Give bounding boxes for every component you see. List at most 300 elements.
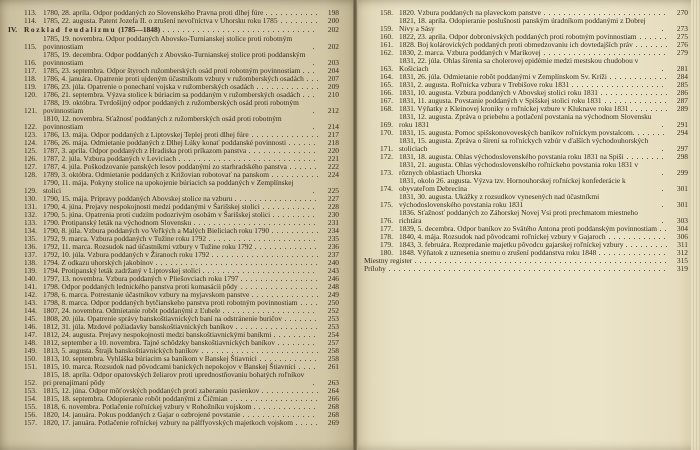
page-number: 276 — [676, 40, 688, 49]
entry-number: 135. — [24, 234, 37, 243]
toc-entry — [364, 161, 688, 177]
entry-title: 1831. Výňatky z Kleinovej kroniky o roľníckej vzbure v Kluknave roku 1831 — [399, 104, 629, 113]
toc-left-column — [0, 0, 353, 427]
entry-number: 133. — [24, 218, 37, 227]
page-number: 236 — [327, 242, 339, 251]
leader-dots — [243, 416, 318, 417]
page-number: 227 — [327, 194, 339, 203]
page-number: 298 — [676, 152, 688, 161]
leader-dots — [266, 14, 318, 15]
page-number: 231 — [327, 218, 339, 227]
entry-number: 123. — [24, 130, 37, 139]
entry-number: 118. — [24, 74, 37, 83]
leader-dots — [662, 190, 667, 191]
leader-dots — [179, 160, 318, 161]
leader-dots — [662, 30, 667, 31]
entry-title: 1788, 19. októbra. Tvrdošijný odpor poddaných z ružomberských osád proti robotným povinnostiam — [43, 98, 299, 115]
entry-number: 126. — [24, 154, 37, 163]
entry-number: 175. — [380, 200, 393, 209]
entry-title: 1807, 24. novembra. Odmietanie robôt poddanými z Ľubele — [43, 306, 221, 315]
entry-title: 1831, 15. augusta. Zpráva o šírení sa roľníckych vzbúr v ďalších východouhorských stoliciach — [399, 136, 649, 153]
entry-number: 153. — [24, 386, 37, 395]
entry-number: 136. — [24, 242, 37, 251]
page-number: 269 — [327, 418, 339, 427]
entry-number: 165. — [380, 80, 393, 89]
entry-number: 128. — [24, 170, 37, 179]
page-number: 237 — [327, 250, 339, 259]
entry-title: 1831, 12. augusta. Zpráva o priebehu a potlačení povstania na východnom Slovensku roku 1831 — [399, 112, 652, 129]
page-number: 268 — [327, 402, 339, 411]
entry-title: 1794. Protipanský leták zadržaný v Liptovskej stolici — [43, 266, 201, 275]
entry-title: 1828. Boj kolárovických poddaných proti obmedzovaniu ich dovtedajších práv — [399, 40, 633, 49]
entry-title: 1831, 30. augusta. Ukážky z rozsudkov vynesených nad účastníkmi východoslovenského povstania roku 1831 — [399, 192, 600, 209]
entry-number: 131. — [24, 202, 37, 211]
leader-dots — [303, 72, 318, 73]
entry-title: 1789, 3. októbra. Odmietanie poddaných z Križovian robotovať na panskom — [43, 170, 270, 179]
entry-title: 1792, 10. júla. Vzbura poddaných v Žiranoch roku 1792 — [43, 250, 210, 259]
leader-dots — [249, 152, 318, 153]
entry-title: 1786, 23. júla. Opatrenie o ponechaní vojska v ružomberských osadách — [43, 82, 254, 91]
entry-title: 1820, 14. januára. Pokus poddaných z Gajar o ozbrojené povstanie — [43, 410, 241, 419]
leader-dots — [610, 78, 667, 79]
page-number: 275 — [676, 32, 688, 41]
entry-title: 1790, 11. mája. Pokyny stolice na upokojenie búriacich sa poddaných v Zemplínskej stolici — [43, 178, 294, 195]
toc-entry — [364, 177, 688, 193]
entry-title: 1836. Sťažnosť poddaných zo Záhorskej Novej Vsi proti prechmatom miestneho richtára — [399, 208, 638, 225]
page-number: 243 — [327, 266, 339, 275]
entry-title: 1839, 5. decembra. Odpor baníkov zo Svätého Antona proti poddanským povinnostiam — [399, 224, 658, 233]
leader-dots — [254, 408, 318, 409]
leader-dots — [272, 176, 318, 177]
entry-number: 122. — [24, 122, 37, 131]
page-number: 311 — [677, 240, 688, 249]
page-number: 284 — [676, 72, 688, 81]
leader-dots — [662, 222, 667, 223]
entry-number: 168. — [380, 104, 393, 113]
page-number: 224 — [327, 170, 339, 179]
entry-number: 119. — [24, 82, 37, 91]
page-number: 312 — [676, 248, 688, 257]
entry-number: 157. — [24, 418, 37, 427]
page-number: 286 — [676, 88, 688, 97]
toc-entry — [364, 193, 688, 209]
right-page — [358, 0, 700, 450]
entry-title: 1831, 26. júla. Odmietanie robôt poddanými v Zemplínskom Sv. Kríži — [399, 72, 607, 81]
entry-title: 1794. Z odkazu uhorských jakobínov — [43, 258, 154, 267]
page-number: 319 — [676, 264, 688, 273]
leader-dots — [273, 216, 318, 217]
entry-title: 1815, 18. apríla. Odpor opatovských želiarov proti uprednostňovaniu bohatých roľníkov pri prenajímaní pôdy — [43, 370, 305, 387]
page-number: 228 — [327, 202, 339, 211]
page-number: 291 — [676, 120, 688, 129]
entry-title: 1815, 18. septembra. Odopieranie robôt poddanými z Čičmian — [43, 394, 228, 403]
leader-dots — [260, 360, 318, 361]
entry-title: Prílohy — [364, 264, 386, 273]
entry-title: Miestny register — [364, 256, 413, 265]
entry-title: 1786, 4. januára. Opatrenie proti ujdeným účastníkom vzbury v ružomberských osadách — [43, 74, 304, 83]
entry-title: 1813, 10. septembra. Vyhláška búriacim sa baníkom v Banskej Štiavnici — [43, 354, 257, 363]
leader-dots — [156, 264, 318, 265]
entry-number: 132. — [24, 210, 37, 219]
page-number: 294 — [676, 128, 688, 137]
leader-dots — [638, 134, 667, 135]
page-number: 202 — [327, 25, 339, 34]
page-number: 253 — [327, 322, 339, 331]
entry-number: 113. — [24, 8, 37, 17]
page-number: 299 — [676, 168, 688, 177]
entry-number: 163. — [380, 64, 393, 73]
leader-dots — [231, 400, 318, 401]
entry-title: 1818, 6. novembra. Potlačenie roľníckej vzbury v Rohožníku vojskom — [43, 402, 252, 411]
entry-title: 1831, 2. augusta. Roľnícka vzbura v Trebišove roku 1831 — [399, 80, 570, 89]
entry-title: 1787, 2. júla. Vzbura poddaných v Leviciach — [43, 154, 177, 163]
entry-number: 155. — [24, 402, 37, 411]
entry-title: 1808, 20. júla. Opatrenie správy banskoštiavnických baní na odstránenie buričov — [43, 314, 282, 323]
toc-entry — [364, 265, 688, 273]
entry-number: 137. — [24, 250, 37, 259]
page-number: 258 — [327, 354, 339, 363]
entry-number: 167. — [380, 96, 393, 105]
page-fore-edge — [691, 0, 700, 450]
entry-number: 150. — [24, 354, 37, 363]
toc-entry — [364, 257, 688, 265]
entry-title-suffix: (1785—1848) — [118, 25, 161, 34]
leader-dots — [255, 248, 318, 249]
entry-number: IV. — [8, 25, 18, 34]
entry-title: 1843, 3. februára. Rozpredanie majetku pôvodcu gajarskej roľníckej vzbury — [399, 240, 624, 249]
entry-number: 149. — [24, 346, 37, 355]
page-number: 297 — [676, 144, 688, 153]
entry-title: 1790. Protipanský leták na východnom Slovensku — [43, 218, 192, 227]
leader-dots — [203, 272, 318, 273]
toc-entry — [8, 99, 339, 115]
entry-title: 1822, 23. apríla. Odpor dobronivských poddaných proti robotným povinnostiam — [399, 32, 637, 41]
leader-dots — [289, 144, 318, 145]
page-number: 261 — [327, 362, 339, 371]
leader-dots — [299, 368, 318, 369]
entry-title: 1831, 22. júla. Ohlas šírenia sa cholerovej epidémie medzi mestskou chudobou v Košiciach — [399, 56, 639, 73]
page-number: 207 — [327, 74, 339, 83]
leader-dots — [662, 70, 667, 71]
page-number: 253 — [327, 314, 339, 323]
page-number: 249 — [327, 290, 339, 299]
leader-dots — [544, 14, 667, 15]
entry-title: 1798. Odpor poddaných lednického panstva proti komasácii pôdy — [43, 282, 238, 291]
page-number: 301 — [676, 184, 688, 193]
leader-dots — [662, 150, 667, 151]
page-number: 248 — [327, 282, 339, 291]
section-heading — [8, 26, 339, 34]
entry-title: 1820, 17. januára. Potlačenie roľníckej vzbury na pálffyovských majetkoch vojskom — [43, 418, 293, 427]
page-number: 222 — [327, 162, 339, 171]
entry-title: 1790, 15. mája. Prípravy poddaných Abovskej stolice na vzburu — [43, 194, 233, 203]
entry-title: Rozklad feudalizmu — [24, 25, 117, 34]
leader-dots — [241, 288, 318, 289]
toc-entry — [364, 113, 688, 129]
page-number: 235 — [327, 234, 339, 243]
page-number: 263 — [327, 378, 339, 387]
leader-dots — [236, 328, 318, 329]
page-number: 304 — [676, 224, 688, 233]
page-number: 266 — [327, 394, 339, 403]
page-number: 225 — [327, 186, 339, 195]
entry-number: 140. — [24, 274, 37, 283]
entry-title: 1798, 8. marca. Odpor poddaných bytčianskeho panstva proti robotným povinnostiam — [43, 298, 298, 307]
toc-entry — [364, 17, 688, 33]
page-number: 252 — [327, 306, 339, 315]
entry-number: 115. — [24, 42, 37, 51]
leader-dots — [415, 262, 667, 263]
entry-number: 170. — [380, 128, 393, 137]
entry-title: 1785, 23. septembra. Odpor štyroch ružomberských osád proti robotným povinnostiam — [43, 66, 301, 75]
page-number: 240 — [327, 258, 339, 267]
leader-dots — [631, 110, 667, 111]
page-number: 258 — [327, 346, 339, 355]
entry-number: 120. — [24, 90, 37, 99]
entry-title: 1815, 12. júna. Odpor môťovských poddaných proti zaberaniu pasienkov — [43, 386, 260, 395]
leader-dots — [636, 46, 667, 47]
page-number: 203 — [327, 58, 339, 67]
entry-number: 141. — [24, 282, 37, 291]
leader-dots — [202, 352, 318, 353]
entry-title: 1848. Výňatok z uznesenia snemu o zrušení poddanstva roku 1848 — [399, 248, 597, 257]
entry-number: 174. — [380, 184, 393, 193]
leader-dots — [313, 128, 318, 129]
leader-dots — [163, 31, 318, 32]
page-number: 218 — [327, 138, 339, 147]
entry-title: 1810, 12. novembra. Sťažnosť poddaných z ružomberských osád proti robotným povinnostiam — [43, 114, 282, 131]
leader-dots — [274, 336, 318, 337]
entry-number: 142. — [24, 290, 37, 299]
leader-dots — [290, 168, 318, 169]
leader-dots — [223, 312, 318, 313]
entry-title: 1840, 4. mája. Rozsudok nad pôvodcami roľníckej vzbury v Gajaroch — [399, 232, 606, 241]
leader-dots — [626, 246, 667, 247]
entry-number: 180. — [380, 248, 393, 257]
page-number: 204 — [327, 66, 339, 75]
entry-title: 1780, 28. apríla. Odpor poddaných zo Slovenského Pravna proti dlhej fúre — [43, 8, 264, 17]
leader-dots — [301, 304, 318, 305]
entry-title: 1785, 19. novembra. Odpor poddaných Abovsko-Turnianskej stolice proti robotným povinnostiam — [43, 34, 293, 51]
entry-number: 121. — [24, 106, 37, 115]
entry-number: 117. — [24, 66, 37, 75]
toc-right-column — [358, 0, 700, 273]
entry-title: 1797, 13. novembra. Vzbura poddaných v Pliešovciach roku 1797 — [43, 274, 239, 283]
leader-dots — [544, 54, 667, 55]
toc-entry — [8, 371, 339, 387]
leader-dots — [572, 86, 667, 87]
page-number: 303 — [676, 216, 688, 225]
entry-number: 152. — [24, 378, 37, 387]
entry-title: 1786, 26. mája. Odmietanie poddaných z Dlhej Lúky konať poddanské povinnosti — [43, 138, 287, 147]
toc-entry — [364, 209, 688, 225]
entry-number: 134. — [24, 226, 37, 235]
page-number: 287 — [676, 96, 688, 105]
page-number: 250 — [327, 298, 339, 307]
entry-title: 1831, 15. augusta. Pomoc spišskonovoveských baníkov roľníckym povstalcom. — [399, 128, 635, 137]
entry-title: 1831, okolo 26. augusta. Výzva tzv. Hornouhorskej roľníckej konfederácie k obyvateľom Debrecína — [399, 176, 626, 193]
leader-dots — [194, 224, 318, 225]
page-number: 200 — [327, 16, 339, 25]
entry-number: 147. — [24, 330, 37, 339]
toc-entry — [364, 137, 688, 153]
entry-number: 173. — [380, 168, 393, 177]
entry-number: 146. — [24, 322, 37, 331]
leader-dots — [313, 48, 318, 49]
entry-title: 1831, 21. augusta. Ohlas východoslovenského roľníckeho povstania roku 1831 v rôznych oblastiach Uhorska — [399, 160, 639, 177]
entry-number: 116. — [24, 58, 37, 67]
leader-dots — [662, 174, 667, 175]
leader-dots — [313, 192, 318, 193]
leader-dots — [307, 80, 318, 81]
leader-dots — [285, 320, 318, 321]
page-number: 281 — [676, 64, 688, 73]
entry-number: 158. — [380, 8, 393, 17]
page-number: 301 — [676, 200, 688, 209]
entry-title: 1831, 11. augusta. Povstanie poddaných v Spišskej stolici roku 1831 — [399, 96, 602, 105]
page-number: 230 — [327, 210, 339, 219]
leader-dots — [640, 38, 668, 39]
page-number: 246 — [327, 274, 339, 283]
leader-dots — [662, 206, 667, 207]
entry-number: 145. — [24, 314, 37, 323]
leader-dots — [272, 232, 318, 233]
leader-dots — [609, 238, 667, 239]
page-number: 264 — [327, 386, 339, 395]
page-number: 217 — [327, 130, 339, 139]
entry-title: 1785, 22. augusta. Patent Jozefa II. o zrušení nevoľníctva v Uhorsku roku 1785 — [43, 16, 278, 25]
page-number: 209 — [327, 82, 339, 91]
entry-number: 124. — [24, 138, 37, 147]
page-number: 279 — [676, 48, 688, 57]
leader-dots — [313, 112, 318, 113]
page-number: 254 — [327, 330, 339, 339]
leader-dots — [262, 392, 318, 393]
entry-title: 1787, 4. júla. Poškodzovanie panských lesov poddanými zo starhradského panstva — [43, 162, 287, 171]
entry-number: 148. — [24, 338, 37, 347]
entry-title: 1786, 13. mája. Odpor poddaných z Liptovskej Teplej proti dlhej fúre — [43, 130, 249, 139]
toc-entry — [364, 57, 688, 73]
entry-number: 160. — [380, 32, 393, 41]
leader-dots — [303, 96, 318, 97]
entry-title: 1831, 18. augusta. Ohlas východoslovenského povstania roku 1831 na Spiši — [399, 152, 624, 161]
entry-title: 1812, 24. augusta. Prejavy nespokojnosti medzi banskoštiavnickými baníkmi — [43, 330, 272, 339]
page-number: 220 — [327, 146, 339, 155]
entry-number: 144. — [24, 306, 37, 315]
leader-dots — [660, 230, 667, 231]
entry-title: 1813, 5. augusta. Štrajk banskoštiavnických baníkov — [43, 346, 199, 355]
entry-number: 159. — [380, 24, 393, 33]
toc-entry — [8, 17, 339, 25]
entry-title: 1830, 2. marca. Vzbura poddaných v Maríkovej — [399, 48, 541, 57]
entry-number: 151. — [24, 362, 37, 371]
toc-entry — [8, 35, 339, 51]
entry-number: 169. — [380, 120, 393, 129]
entry-number: 164. — [380, 72, 393, 81]
page-number: 212 — [327, 106, 339, 115]
leader-dots — [627, 158, 667, 159]
entry-title: 1792, 9. marca. Vzbura poddaných v Tužine roku 1792 — [43, 234, 207, 243]
entry-title: 1815, 10. marca. Rozsudok nad pôvodcami banických nepokojov v Banskej Štiavnici — [43, 362, 296, 371]
entry-number: 162. — [380, 48, 393, 57]
entry-title: 1787, 3. apríla. Odpor poddaných z Hradiska proti príkazom panstva — [43, 146, 247, 155]
entry-number: 139. — [24, 266, 37, 275]
page-number: 221 — [327, 154, 339, 163]
leader-dots — [599, 254, 667, 255]
leader-dots — [278, 344, 318, 345]
page-number: 273 — [676, 24, 688, 33]
leader-dots — [313, 384, 318, 385]
leader-dots — [281, 22, 318, 23]
entry-title: 1790, 5. júna. Opatrenia proti cudzím podozrivým osobám v Šarišskej stolici — [43, 210, 271, 219]
page-number: 257 — [327, 338, 339, 347]
entry-number: 176. — [380, 216, 393, 225]
page-number: 270 — [676, 8, 688, 17]
leader-dots — [241, 280, 318, 281]
entry-number: 130. — [24, 194, 37, 203]
toc-entry — [364, 249, 688, 257]
page-number: 285 — [676, 80, 688, 89]
leader-dots — [605, 102, 667, 103]
page-number: 214 — [327, 122, 339, 131]
leader-dots — [296, 424, 318, 425]
leader-dots — [257, 88, 318, 89]
toc-entry — [8, 179, 339, 195]
entry-title: 1831, 10. augusta. Vzbura poddaných v Abovskej stolici roku 1831 — [399, 88, 598, 97]
entry-number: 129. — [24, 186, 37, 195]
entry-number: 178. — [380, 232, 393, 241]
toc-entry — [8, 419, 339, 427]
entry-title: 1786, 21. septembra. Výzva stolice k búriacim sa poddaným v ružomberských osadách — [43, 90, 301, 99]
entry-title: 1798, 6. marca. Potrestanie účastníkov vzbury na myjavskom panstve — [43, 290, 250, 299]
leader-dots — [209, 240, 318, 241]
leader-dots — [252, 136, 318, 137]
page-number: 198 — [327, 8, 339, 17]
entry-number: 125. — [24, 146, 37, 155]
leader-dots — [212, 256, 318, 257]
entry-title: 1792, 11. marca. Rozsudok nad účastníkmi vzbury v Tužine roku 1792 — [43, 242, 253, 251]
page-number: 234 — [327, 226, 339, 235]
entry-number: 177. — [380, 224, 393, 233]
leader-dots — [389, 270, 667, 271]
page-number: 315 — [676, 256, 688, 265]
entry-number: 154. — [24, 394, 37, 403]
entry-number: 114. — [24, 16, 37, 25]
entry-title: 1812, september a 10. novembra. Tajné schôdzky banskoštiavnických baníkov — [43, 338, 275, 347]
entry-number: 171. — [380, 144, 393, 153]
toc-entry — [8, 115, 339, 131]
entry-number: 161. — [380, 40, 393, 49]
leader-dots — [662, 126, 667, 127]
entry-number: 127. — [24, 162, 37, 171]
entry-number: 156. — [24, 410, 37, 419]
entry-title: 1790, 8. júla. Vzbura poddaných vo Veľkých a Malých Bieliciach roku 1790 — [43, 226, 270, 235]
entry-title: 1821, 18. apríla. Odopieranie poslušnosti panským úradníkom poddanými z Dobrej Nivy a Sásy — [399, 16, 646, 33]
page-number: 289 — [676, 104, 688, 113]
entry-title: 1790, 4. júna. Prejavy nespokojnosti medzi poddanými v Šarišskej stolici — [43, 202, 260, 211]
page-number: 210 — [327, 90, 339, 99]
page-number: 268 — [327, 410, 339, 419]
toc-entry — [8, 51, 339, 67]
entry-title: 1820. Vzbura poddaných na plaveckom panstve — [399, 8, 541, 17]
entry-number: 172. — [380, 152, 393, 161]
page-number: 306 — [676, 232, 688, 241]
entry-number: 166. — [380, 88, 393, 97]
leader-dots — [313, 64, 318, 65]
leader-dots — [235, 200, 318, 201]
leader-dots — [263, 208, 318, 209]
entry-number: 138. — [24, 258, 37, 267]
